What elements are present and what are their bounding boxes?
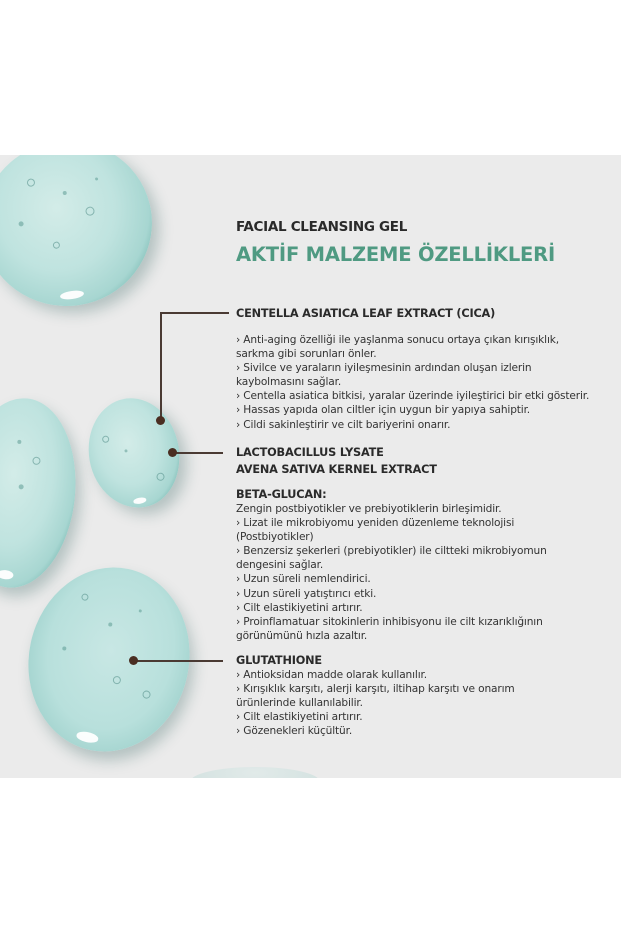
body-line: dengesini sağlar. bbox=[236, 559, 324, 572]
heading-line: BETA-GLUCAN: bbox=[236, 488, 327, 501]
body-line: › Hassas yapıda olan ciltler için uygun bir yapıya sahiptir. bbox=[236, 404, 531, 417]
section-heading-lactobacillus bbox=[236, 444, 437, 478]
section-heading-beta-glucan bbox=[236, 486, 326, 503]
body-line: › Cilt elastikiyetini artırır. bbox=[236, 711, 363, 724]
section-body-cica bbox=[236, 333, 589, 432]
connector-dot-glutathione bbox=[129, 656, 138, 665]
section-body-beta-glucan bbox=[236, 502, 547, 643]
body-line: › Kırışıklık karşıtı, alerji karşıtı, iltihap karşıtı ve onarım bbox=[236, 683, 515, 696]
gel-droplet-top bbox=[0, 155, 163, 317]
connector-line-cica-h bbox=[160, 312, 229, 314]
body-line: › Anti-aging özelliği ile yaşlanma sonucu ortaya çıkan kırışıklık, bbox=[236, 334, 559, 346]
body-line: › Cildi sakinleştirir ve cilt bariyerini onarır. bbox=[236, 418, 451, 431]
body-line: › Lizat ile mikrobiyomu yeniden düzenleme teknolojisi bbox=[236, 517, 515, 530]
connector-line-lactobacillus bbox=[172, 452, 223, 454]
body-line: ürünlerinde kullanılabilir. bbox=[236, 697, 363, 710]
body-line: görünümünü hızla azaltır. bbox=[236, 629, 368, 642]
body-line: › Centella asiatica bitkisi, yaralar üzerinde iyileştirici bir etki gösterir. bbox=[236, 390, 590, 403]
connector-dot-lactobacillus bbox=[168, 448, 177, 457]
body-line: › Cilt elastikiyetini artırır. bbox=[236, 601, 363, 614]
gel-droplet-reflection bbox=[190, 767, 320, 778]
body-line: kaybolmasını sağlar. bbox=[236, 376, 342, 389]
body-line: › Benzersiz şekerleri (prebiyotikler) ile ciltteki mikrobiyomun bbox=[236, 545, 547, 558]
heading-line: AVENA SATIVA KERNEL EXTRACT bbox=[236, 463, 437, 476]
body-line: › Sivilce ve yaraların iyileşmesinin ardından oluşan izlerin bbox=[236, 362, 532, 375]
section-heading-cica bbox=[236, 305, 495, 322]
product-info-panel bbox=[0, 155, 621, 778]
body-line: › Uzun süreli yatıştırıcı etki. bbox=[236, 587, 377, 600]
section-body-glutathione bbox=[236, 668, 515, 738]
section-heading-glutathione bbox=[236, 652, 322, 669]
body-line: sarkma gibi sorunları önler. bbox=[236, 348, 377, 361]
heading-line: GLUTATHIONE bbox=[236, 654, 322, 667]
body-line: › Gözenekleri küçültür. bbox=[236, 725, 353, 738]
body-line: › Proinflamatuar sitokinlerin inhibisyonu ile cilt kızarıklığının bbox=[236, 615, 543, 628]
product-name: FACIAL CLEANSING GEL bbox=[236, 219, 408, 235]
page-title: AKTİF MALZEME ÖZELLİKLERİ bbox=[236, 243, 556, 266]
connector-line-cica-v bbox=[160, 312, 162, 420]
connector-dot-cica bbox=[156, 416, 165, 425]
heading-line: LACTOBACILLUS LYSATE bbox=[236, 446, 384, 459]
connector-line-glutathione bbox=[133, 660, 223, 662]
heading-line: CENTELLA ASIATICA LEAF EXTRACT (CICA) bbox=[236, 307, 496, 320]
body-line: (Postbiyotikler) bbox=[236, 531, 314, 544]
body-line: › Uzun süreli nemlendirici. bbox=[236, 573, 371, 586]
gel-droplet-left bbox=[0, 393, 85, 594]
body-line: › Antioksidan madde olarak kullanılır. bbox=[236, 669, 427, 681]
body-line: Zengin postbiyotikler ve prebiyotiklerin birleşimidir. bbox=[236, 503, 502, 515]
